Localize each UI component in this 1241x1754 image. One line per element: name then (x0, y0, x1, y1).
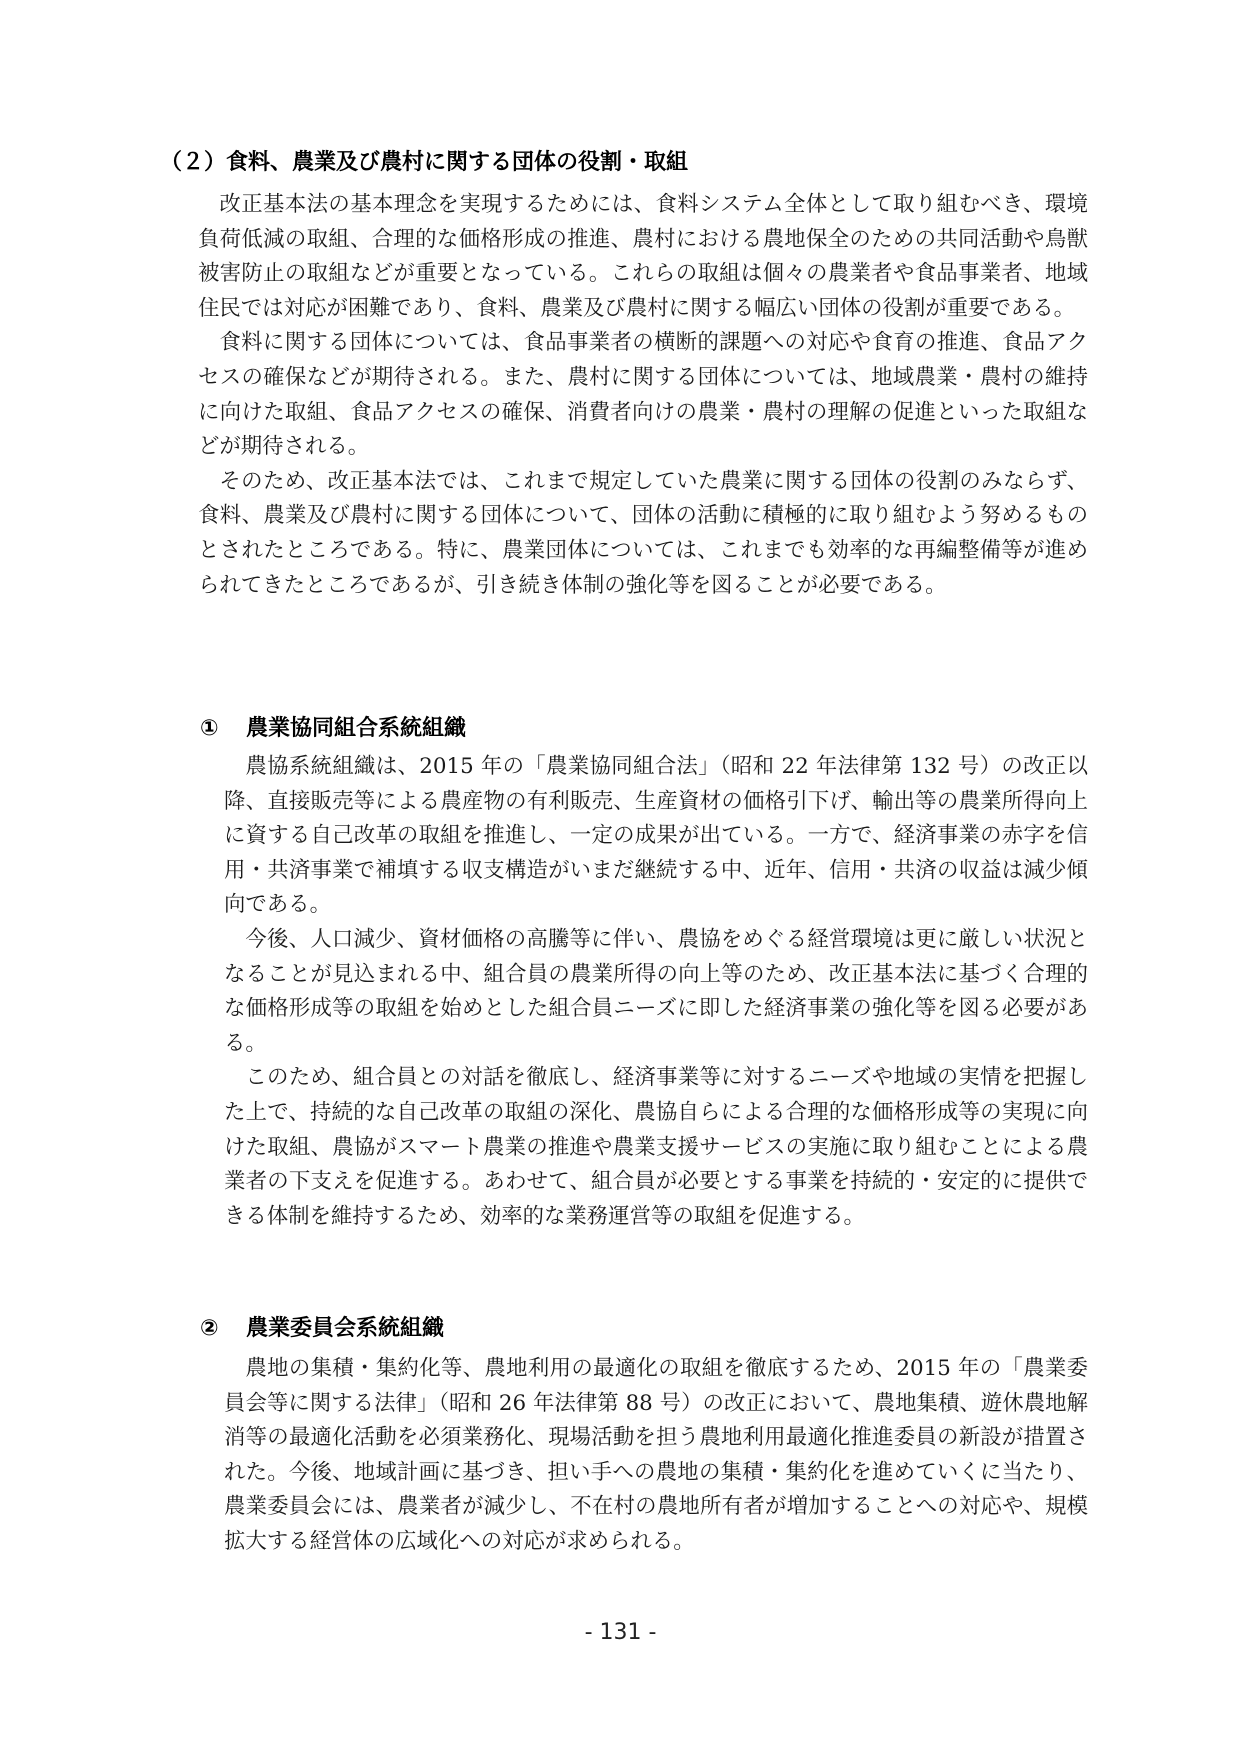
subsection-number: ① (200, 716, 219, 741)
subsection-heading-agricultural-committees (200, 1312, 444, 1346)
paragraph: 今後、人口減少、資材価格の高騰等に伴い、農協をめぐる経営環境は更に厳しい状況となることが見込まれる中、組合員の農業所得の向上等のため、改正基本法に基づく合理的な価格形成等の取組を始めとした組合員ニーズに即した経済事業の強化等を図る必要がある。 (224, 926, 1088, 1056)
page-number: - 131 - (584, 1620, 657, 1645)
subsection-title: 農業協同組合系統組織 (246, 716, 467, 741)
subsection-heading-agricultural-cooperatives (200, 712, 466, 746)
section-heading: （２）食料、農業及び農村に関する団体の役割・取組 (160, 150, 689, 175)
subsection-title: 農業委員会系統組織 (246, 1316, 445, 1341)
subsection-number: ② (200, 1316, 219, 1341)
paragraph: 食料に関する団体については、食品事業者の横断的課題への対応や食育の推進、食品アクセスの確保などが期待される。また、農村に関する団体については、地域農業・農村の維持に向けた取組、食品アクセスの確保、消費者向けの農業・農村の理解の促進といった取組などが期待される。 (198, 330, 1088, 460)
paragraph: 農協系統組織は、2015 年の「農業協同組合法」（昭和 22 年法律第 132 号）の改正以降、直接販売等による農産物の有利販売、生産資材の価格引下げ、輸出等の農業所得向上に資する自己改革の取組を推進し、一定の成果が出ている。一方で、経済事業の赤字を信用・共済事業で補填する収支構造がいまだ継続する中、近年、信用・共済の収益は減少傾向である。 (224, 754, 1088, 918)
paragraph: 改正基本法の基本理念を実現するためには、食料システム全体として取り組むべき、環境負荷低減の取組、合理的な価格形成の推進、農村における農地保全のための共同活動や鳥獣被害防止の取組などが重要となっている。これらの取組は個々の農業者や食品事業者、地域住民では対応が困難であり、食料、農業及び農村に関する幅広い団体の役割が重要である。 (198, 192, 1088, 321)
subsection-body-agricultural-cooperatives (224, 750, 1088, 1234)
subsection-body-agricultural-committees (224, 1352, 1088, 1560)
paragraph: このため、組合員との対話を徹底し、経済事業等に対するニーズや地域の実情を把握した上で、持続的な自己改革の取組の深化、農協自らによる合理的な価格形成等の実現に向けた取組、農協がスマート農業の推進や農業支援サービスの実施に取り組むことによる農業者の下支えを促進する。あわせて、組合員が必要とする事業を持続的・安定的に提供できる体制を維持するため、効率的な業務運営等の取組を促進する。 (224, 1065, 1088, 1229)
paragraph: 農地の集積・集約化等、農地利用の最適化の取組を徹底するため、2015 年の「農業委員会等に関する法律」（昭和 26 年法律第 88 号）の改正において、農地集積、遊休農地解消等の最適化活動を必須業務化、現場活動を担う農地利用最適化推進委員の新設が措置された。今後、地域計画に基づき、担い手への農地の集積・集約化を進めていくに当たり、農業委員会には、農業者が減少し、不在村の農地所有者が増加することへの対応や、規模拡大する経営体の広域化への対応が求められる。 (224, 1356, 1088, 1554)
paragraph: そのため、改正基本法では、これまで規定していた農業に関する団体の役割のみならず、食料、農業及び農村に関する団体について、団体の活動に積極的に取り組むよう努めるものとされたところである。特に、農業団体については、これまでも効率的な再編整備等が進められてきたところであるが、引き続き体制の強化等を図ることが必要である。 (198, 468, 1088, 598)
section-body (198, 188, 1088, 603)
